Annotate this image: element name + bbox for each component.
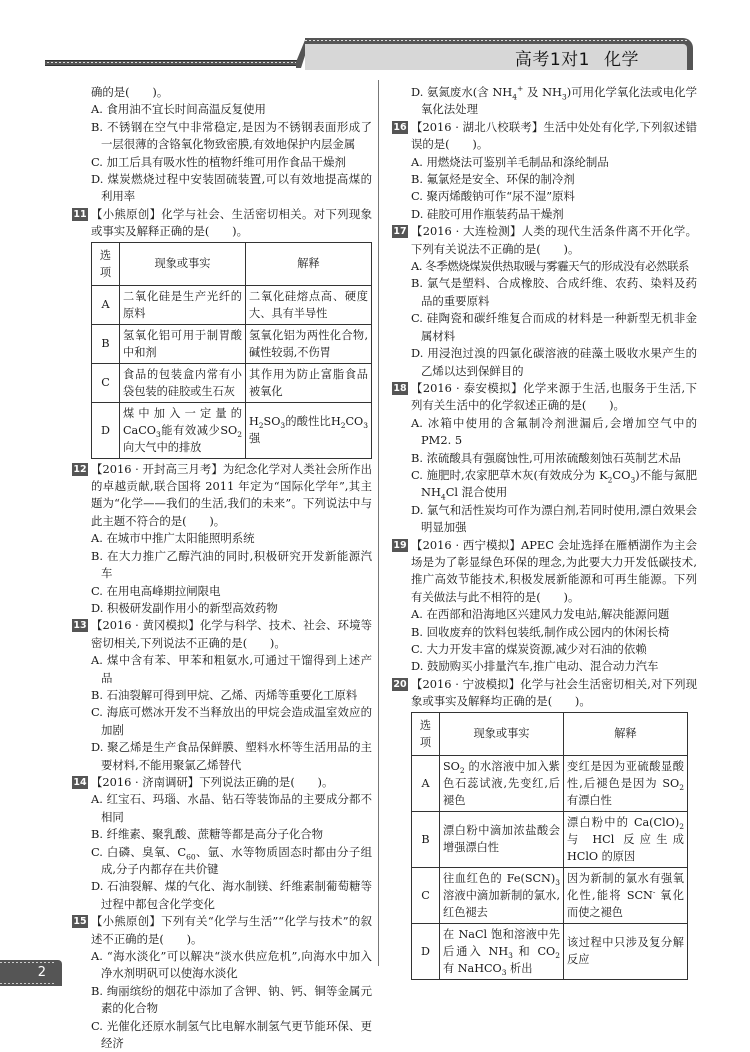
option-d: D. 用浸泡过溴的四氯化碳溶液的硅藻土吸收水果产生的乙烯以达到保鲜目的: [411, 346, 697, 378]
table-cell-fact: 在 NaCl 饱和溶液中先后通入 $NH_3$ 和 $CO_2$ 有 NaHCO$_3$ 析出: [440, 923, 564, 979]
table-cell-fact: 氢氧化铝可用于制胃酸中和剂: [120, 324, 246, 363]
question-continuation: [72, 84, 372, 206]
question-number-badge: 17: [393, 226, 407, 238]
table-cell-explanation: 其作用为防止富脂食品被氧化: [246, 363, 372, 402]
table-cell-fact: 煤中加入一定量的CaCO$_3$能有效减少$SO_2$向大气中的排放: [120, 402, 246, 458]
table-header: 解释: [246, 242, 372, 285]
option-b: B. 不锈钢在空气中非常稳定,是因为不锈钢表面形成了一层很薄的含铬氧化物致密膜,有效地保护内层金属: [91, 119, 372, 152]
table-header-row: [412, 712, 688, 755]
option-c: C. 加工后具有吸水性的植物纤维可用作食品干燥剂: [91, 154, 346, 169]
question-stem: 【2016 · 西宁模拟】APEC 会址选择在雁栖湖作为主会场是为了彰显绿色环保的理念,为此要大力开发低碳技术,推广高效节能技术,积极发展新能源和可再生能源。下列有关做法与此不相符的是( )。: [411, 537, 697, 604]
table-row: [92, 324, 372, 363]
question-number-badge: 20: [393, 678, 407, 690]
table-cell-explanation: 二氧化硅熔点高、硬度大、具有半导性: [246, 285, 372, 324]
option-b: B. 氯气是塑料、合成橡胶、合成纤维、农药、染料及药品的重要原料: [411, 276, 697, 308]
option-a: A. 食用油不宜长时间高温反复使用: [91, 102, 266, 117]
option-d: D. 积极研发副作用小的新型高效药物: [91, 600, 278, 615]
option-c: C. 在用电高峰期拉闸限电: [91, 583, 221, 598]
option-a: A. 冬季燃烧煤炭供热取暖与雾霾天气的形成没有必然联系: [411, 259, 690, 274]
page-number: 2: [37, 965, 46, 980]
question-15: [72, 913, 372, 1052]
right-column: [392, 84, 697, 982]
table-cell-explanation: 该过程中只涉及复分解反应: [564, 923, 688, 979]
question-number-badge: 16: [393, 121, 407, 133]
header-rule: [45, 60, 301, 66]
table-row: [412, 923, 688, 979]
option-c: C. 大力开发丰富的煤炭资源,减少对石油的依赖: [411, 642, 647, 656]
table-cell-option: C: [412, 867, 440, 923]
question-20-table: [411, 712, 688, 980]
column-divider: [378, 80, 379, 966]
option-d: D. 煤炭燃烧过程中安装固硫装置,可以有效地提高煤的利用率: [91, 172, 372, 204]
table-cell-option: A: [92, 285, 120, 324]
table-row: [412, 811, 688, 867]
option-a: A. 冰箱中使用的含氟制冷剂泄漏后,会增加空气中的PM2. 5: [411, 415, 697, 448]
option-c: C. 白磷、臭氧、$C_{60}$、氩、水等物质固态时都由分子组成,分子内都存在共价键: [91, 844, 372, 876]
header-tab: [305, 38, 693, 70]
question-11: [72, 206, 372, 459]
option-d: D. 硅胶可用作瓶装药品干燥剂: [411, 206, 564, 221]
header-title: [515, 45, 639, 70]
question-number-badge: 13: [73, 620, 87, 632]
table-row: [412, 755, 688, 811]
question-11-table: [91, 242, 372, 459]
question-number-badge: 11: [73, 208, 87, 220]
table-cell-explanation: 漂白粉中的 $Ca(ClO)_2$与 HCl 反应生成 HClO 的原因: [564, 811, 688, 867]
table-cell-explanation: 氢氧化铝为两性化合物,碱性较弱,不伤胃: [246, 324, 372, 363]
question-number-badge: 15: [73, 916, 87, 928]
question-stem: 【2016 · 宁波模拟】化学与社会生活密切相关,对下列现象或事实及解释均正确的是( )。: [411, 676, 697, 709]
question-12: [72, 461, 372, 618]
option-b: B. 在大力推广乙醇汽油的同时,积极研究开发新能源汽车: [91, 548, 372, 581]
table-cell-fact: 往血红色的 $Fe(SCN)_3$溶液中滴加新制的氯水,红色褪去: [440, 867, 564, 923]
option-c: C. 聚丙烯酸钠可作“尿不湿”原料: [411, 189, 575, 204]
table-cell-option: C: [92, 363, 120, 402]
question-16: [392, 119, 697, 223]
table-row: [92, 285, 372, 324]
table-row: [412, 867, 688, 923]
question-stem: 【2016 · 大连检测】人类的现代生活条件离不开化学。下列有关说法不正确的是( )。: [411, 224, 697, 256]
option-b: B. 石油裂解可得到甲烷、乙烯、丙烯等重要化工原料: [91, 687, 358, 702]
question-stem: 【2016 · 泰安模拟】化学来源于生活,也服务于生活,下列有关生活中的化学叙述正确的是( )。: [411, 380, 697, 413]
option-a: A. 用燃烧法可鉴别羊毛制品和涤纶制品: [411, 154, 609, 169]
question-stem: 【2016 · 黄冈模拟】化学与科学、技术、社会、环境等密切相关,下列说法不正确的是( )。: [91, 618, 372, 650]
table-cell-option: D: [92, 402, 120, 458]
table-header: 选项: [92, 242, 120, 285]
question-18: [392, 380, 697, 537]
question-19: [392, 537, 697, 676]
question-stem: 【小熊原创】化学与社会、生活密切相关。对下列现象或事实及解释正确的是( )。: [91, 206, 372, 239]
table-cell-option: D: [412, 923, 440, 979]
table-header: 解释: [564, 712, 688, 755]
table-cell-explanation: $H_2SO_3$的酸性比$H_2CO_3$强: [246, 402, 372, 458]
table-cell-explanation: 因为新制的氯水有强氧化性,能将 SCN- 氧化而使之褪色: [564, 867, 688, 923]
option-a: A. 煤中含有苯、甲苯和粗氨水,可通过干馏得到上述产品: [91, 653, 372, 685]
option-a: A. “海水淡化”可以解决“淡水供应危机”,向海水中加入净水剂明矾可以使海水淡化: [91, 949, 372, 981]
question-number-badge: 14: [73, 776, 87, 788]
table-cell-fact: 漂白粉中滴加浓盐酸会增强漂白性: [440, 811, 564, 867]
question-17: [392, 223, 697, 380]
option-b: B. 氟氯烃是安全、环保的制冷剂: [411, 172, 575, 187]
option-d: D. 石油裂解、煤的气化、海水制镁、纤维素制葡萄糖等过程中都包含化学变化: [91, 879, 372, 911]
option-b: B. 回收废弃的饮料包装纸,制作成公园内的休闲长椅: [411, 624, 670, 639]
table-cell-option: A: [412, 755, 440, 811]
option-c: C. 光催化还原水制氢气比电解水制氢气更节能环保、更经济: [91, 1018, 372, 1051]
option-b: B. 绚丽缤纷的烟花中添加了含钾、钠、钙、铜等金属元素的化合物: [91, 983, 372, 1016]
option-d: D. 鼓励购买小排量汽车,推广电动、混合动力汽车: [411, 659, 659, 674]
option-d: D. 聚乙烯是生产食品保鲜膜、塑料水杯等生活用品的主要材料,不能用聚氯乙烯替代: [91, 740, 372, 772]
option-c: C. 施肥时,农家肥草木灰(有效成分为 $K_2CO_3$)不能与氮肥 $NH_4Cl$ 混合使用: [411, 467, 697, 502]
option-d: D. 氨氮废水(含 $NH_4^+$ 及 $NH_3$)可用化学氧化法或电化学氧化法处理: [411, 84, 697, 117]
option-c: C. 硅陶瓷和碳纤维复合而成的材料是一种新型无机非金属材料: [411, 311, 697, 343]
option-a: A. 在城市中推广太阳能照明系统: [91, 531, 255, 546]
table-header: 现象或事实: [120, 242, 246, 285]
question-stem: 【2016 · 开封高三月考】为纪念化学对人类社会所作出的卓越贡献,联合国将 2011 年定为“国际化学年”,其主题为“化学——我们的生活,我们的未来”。下列说法中与此主题不符合的是( )。: [91, 461, 372, 528]
table-cell-option: B: [92, 324, 120, 363]
option-c: C. 海底可燃冰开发不当释放出的甲烷会造成温室效应的加剧: [91, 705, 372, 737]
table-cell-fact: $SO_2$ 的水溶液中加入紫色石蕊试液,先变红,后褪色: [440, 755, 564, 811]
question-number-badge: 19: [393, 539, 407, 551]
left-column: [72, 84, 372, 1052]
table-header: 选项: [412, 712, 440, 755]
question-stem: 【小熊原创】下列有关“化学与生活”“化学与技术”的叙述不正确的是( )。: [91, 914, 372, 946]
book-title: 高考1对1: [514, 50, 590, 70]
table-cell-fact: 二氧化硅是生产光纤的原料: [120, 285, 246, 324]
question-number-badge: 18: [393, 382, 407, 394]
option-b: B. 纤维素、聚乳酸、蔗糖等都是高分子化合物: [91, 827, 324, 842]
question-14: [72, 774, 372, 913]
option-b: B. 浓硫酸具有强腐蚀性,可用浓硫酸刻蚀石英制艺术品: [411, 450, 681, 465]
option-a: A. 在西部和沿海地区兴建风力发电站,解决能源问题: [411, 607, 670, 622]
table-cell-explanation: 变红是因为亚硫酸显酸性,后褪色是因为 $SO_2$有漂白性: [564, 755, 688, 811]
question-13: [72, 617, 372, 774]
question-20: [392, 676, 697, 980]
table-cell-fact: 食品的包装盒内常有小袋包装的硅胶或生石灰: [120, 363, 246, 402]
question-stem: 【2016 · 济南调研】下列说法正确的是( )。: [91, 774, 334, 789]
question-stem: 确的是( )。: [91, 85, 169, 99]
table-cell-option: B: [412, 811, 440, 867]
option-a: A. 红宝石、玛瑙、水晶、钻石等装饰品的主要成分都不相同: [91, 792, 372, 824]
table-row: [92, 402, 372, 458]
subject-title: 化学: [604, 50, 639, 70]
table-header-row: [92, 242, 372, 285]
option-d: D. 氯气和活性炭均可作为漂白剂,若同时使用,漂白效果会明显加强: [411, 502, 697, 535]
table-header: 现象或事实: [440, 712, 564, 755]
page-number-tab: [0, 960, 62, 986]
question-15-continued: [392, 84, 697, 119]
question-stem: 【2016 · 湖北八校联考】生活中处处有化学,下列叙述错误的是( )。: [411, 119, 697, 152]
question-number-badge: 12: [73, 463, 87, 475]
table-row: [92, 363, 372, 402]
